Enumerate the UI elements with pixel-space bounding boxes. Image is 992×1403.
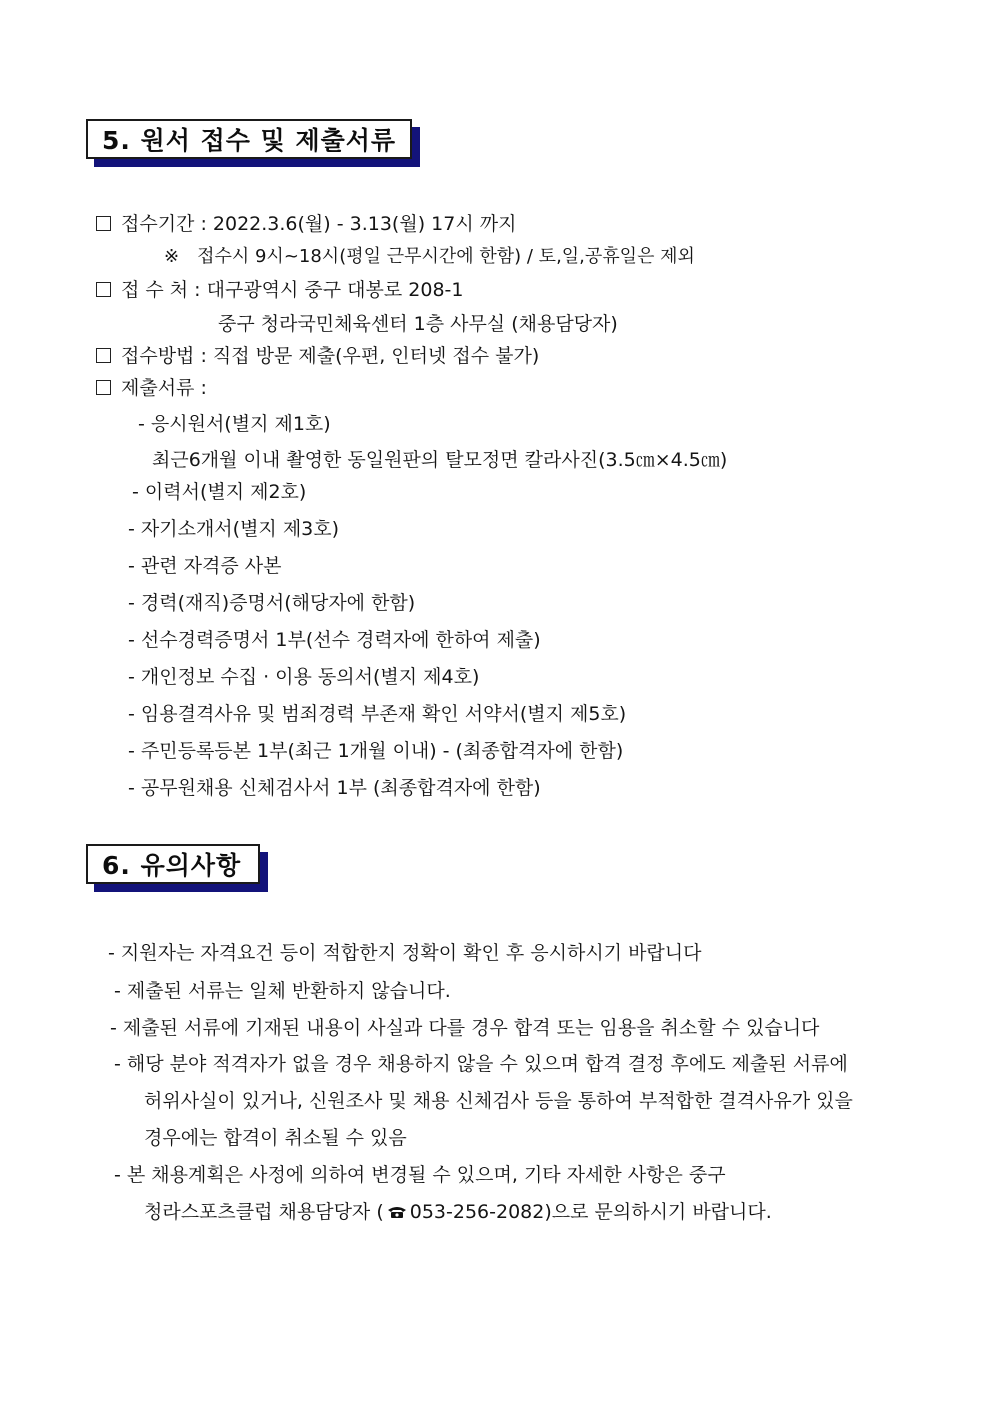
contact-suffix: )으로 문의하시기 바랍니다. <box>544 1201 772 1223</box>
period-note-text: 접수시 9시~18시(평일 근무시간에 한함) / 토,일,공휴일은 제외 <box>197 246 695 267</box>
checkbox-icon <box>96 282 111 297</box>
document-item: - 선수경력증명서 1부(선수 경력자에 한하여 제출) <box>128 629 541 651</box>
period-line <box>96 211 516 237</box>
period-text: 접수기간 : 2022.3.6(월) - 3.13(월) 17시 까지 <box>121 213 517 235</box>
contact-phone: 053-256-2082 <box>409 1201 545 1223</box>
notice-item: - 해당 분야 적격자가 없을 경우 채용하지 않을 수 있으며 합격 결정 후에도 제출된 서류에 <box>114 1053 848 1075</box>
documents-text: 제출서류 : <box>121 377 207 399</box>
checkbox-icon <box>96 380 111 395</box>
section-5-title-text: 5. 원서 접수 및 제출서류 <box>102 126 397 155</box>
notice-item-continued: 경우에는 합격이 취소될 수 있음 <box>144 1127 407 1149</box>
document-item: - 개인정보 수집 · 이용 동의서(별지 제4호) <box>128 666 480 688</box>
document-item-detail: 최근6개월 이내 촬영한 동일원판의 탈모정면 칼라사진(3.5㎝×4.5㎝) <box>152 449 728 471</box>
document-item: - 응시원서(별지 제1호) <box>138 413 331 435</box>
document-item: - 주민등록등본 1부(최근 1개월 이내) - (최종합격자에 한함) <box>128 740 624 762</box>
document-item: - 자기소개서(별지 제3호) <box>128 518 340 540</box>
method-text: 접수방법 : 직접 방문 제출(우편, 인터넷 접수 불가) <box>121 345 540 367</box>
section-6-title-text: 6. 유의사항 <box>102 851 242 880</box>
place-line <box>96 277 464 303</box>
checkbox-icon <box>96 348 111 363</box>
document-item: - 공무원채용 신체검사서 1부 (최종합격자에 한함) <box>128 777 541 799</box>
document-item: - 이력서(별지 제2호) <box>132 481 307 503</box>
notice-item: - 지원자는 자격요건 등이 적합한지 정확이 확인 후 응시하시기 바랍니다 <box>108 942 702 964</box>
section-6-title <box>86 844 260 884</box>
place-line-2: 중구 청라국민체육센터 1층 사무실 (채용담당자) <box>218 313 618 335</box>
notice-item-continued: 허위사실이 있거나, 신원조사 및 채용 신체검사 등을 통하여 부적합한 결격사유가 있을 <box>144 1090 853 1112</box>
method-line <box>96 343 539 369</box>
documents-line <box>96 375 207 401</box>
document-item: - 경력(재직)증명서(해당자에 한함) <box>128 592 416 614</box>
place-text: 접 수 처 : 대구광역시 중구 대봉로 208-1 <box>121 279 464 301</box>
period-note <box>164 244 695 270</box>
document-item: - 관련 자격증 사본 <box>128 555 282 577</box>
contact-prefix: 청라스포츠클럽 채용담당자 ( <box>144 1201 384 1223</box>
notice-item: - 제출된 서류는 일체 반환하지 않습니다. <box>114 980 451 1002</box>
contact-line <box>144 1199 772 1225</box>
section-5-title <box>86 119 412 159</box>
notice-item: - 제출된 서류에 기재된 내용이 사실과 다를 경우 합격 또는 임용을 취소할 수 있습니다 <box>110 1017 820 1039</box>
telephone-icon <box>387 1205 407 1219</box>
checkbox-icon <box>96 216 111 231</box>
reference-mark-icon: ※ <box>164 246 180 267</box>
notice-item: - 본 채용계획은 사정에 의하여 변경될 수 있으며, 기타 자세한 사항은 중구 <box>114 1164 726 1186</box>
document-item: - 임용결격사유 및 범죄경력 부존재 확인 서약서(별지 제5호) <box>128 703 627 725</box>
